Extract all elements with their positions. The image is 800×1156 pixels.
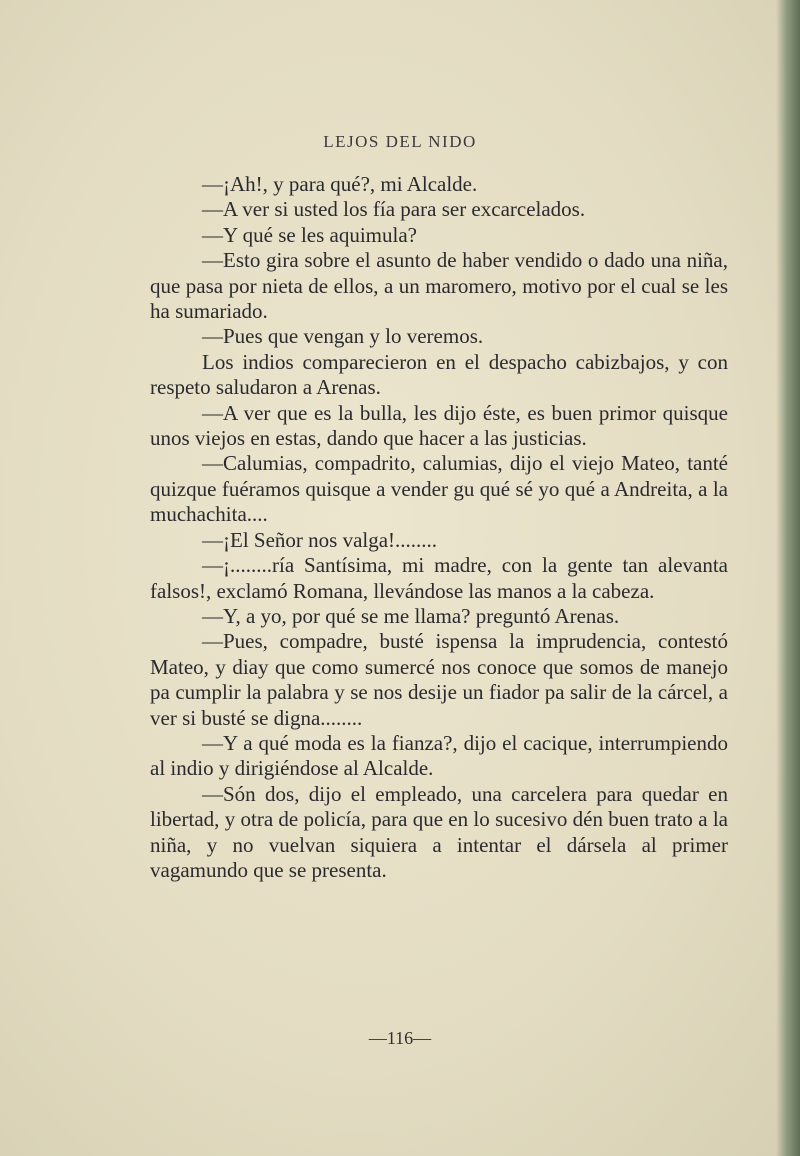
running-header: LEJOS DEL NIDO	[323, 132, 477, 151]
paragraph: —Pues, compadre, busté ispensa la imprudencia, contestó Mateo, y diay que como sumercé nos conoce que somos de manejo pa cumplir la palabra y se nos desije un fiador pa salir de la cárcel, a ver si busté se digna........	[150, 629, 728, 730]
paragraph: —A ver si usted los fía para ser excarcelados.	[202, 197, 586, 222]
paragraph: Los indios comparecieron en el despacho cabizbajos, y con respeto saludaron a Arenas.	[150, 349, 728, 400]
page-number: —116—	[368, 1028, 432, 1048]
paragraph: —Y a qué moda es la fianza?, dijo el cacique, interrumpiendo al indio y dirigiéndose al Alcalde.	[150, 730, 728, 781]
paragraph: —¡El Señor nos valga!........	[202, 527, 438, 552]
body-text	[150, 172, 728, 883]
paragraph: —¡........ría Santísima, mi madre, con la gente tan alevanta falsos!, exclamó Romana, llevándose las manos a la cabeza.	[150, 553, 728, 603]
paragraph: —Y, a yo, por qué se me llama? preguntó Arenas.	[202, 603, 620, 628]
paragraph: —Calumias, compadrito, calumias, dijo el viejo Mateo, tanté quizque fuéramos quisque a vender gu qué sé yo qué a Andreita, a la muchachita....	[150, 451, 728, 527]
paragraph: —¡Ah!, y para qué?, mi Alcalde.	[202, 172, 478, 196]
paragraph: —Són dos, dijo el empleado, una carcelera para quedar en libertad, y otra de policía, para que en lo sucesivo dén buen trato a la niña, y no vuelvan siquiera a intentar el dársela al primer vagamundo que se presenta.	[150, 781, 728, 882]
paragraph: —Esto gira sobre el asunto de haber vendido o dado una niña, que pasa por nieta de ellos, a un maromero, motivo por el cual se les ha sumariado.	[150, 248, 728, 324]
paragraph: —Pues que vengan y lo veremos.	[202, 324, 484, 349]
page-edge-shadow	[776, 0, 800, 1156]
paragraph: —A ver que es la bulla, les dijo éste, es buen primor quisque unos viejos en estas, dando que hacer a las justicias.	[150, 400, 728, 451]
paragraph: —Y qué se les aquimula?	[202, 222, 417, 247]
